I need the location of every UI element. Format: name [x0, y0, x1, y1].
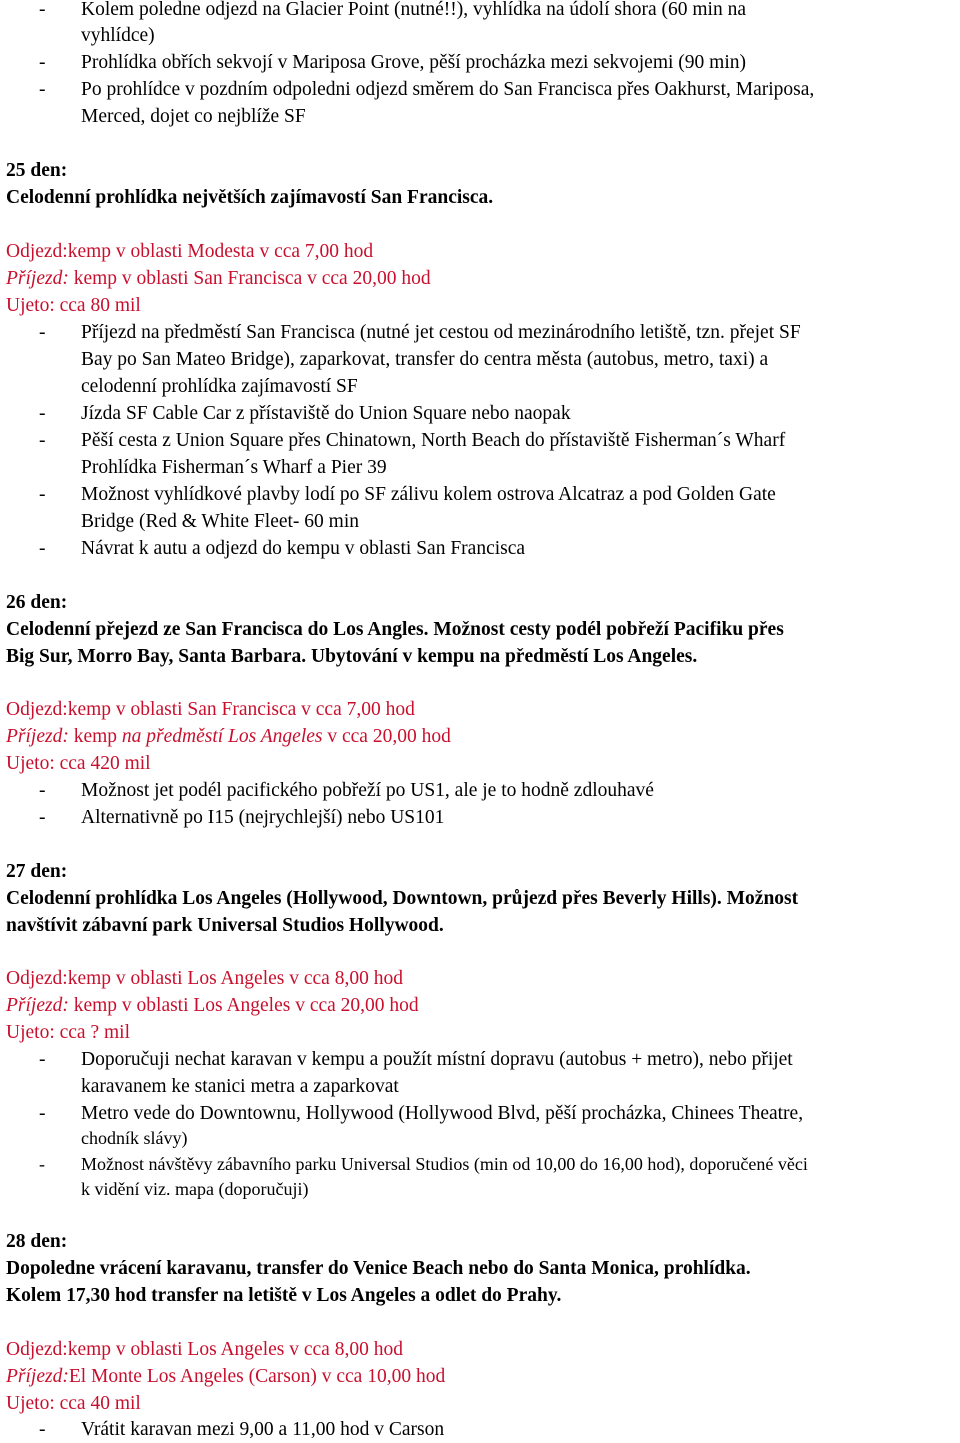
list-item-text: Vrátit karavan mezi 9,00 a 11,00 hod v Carson	[81, 1419, 445, 1440]
list-item-text: karavanem ke stanici metra a zaparkovat	[81, 1076, 399, 1097]
departure-text: kemp v oblasti San Francisca v cca 7,00 hod	[67, 699, 415, 720]
departure-line	[6, 696, 415, 723]
list-item-text: Alternativně po I15 (nejrychlejší) nebo US101	[81, 807, 445, 828]
bullet-dash: -	[39, 780, 46, 801]
list-item-text: Možnost návštěvy zábavního parku Universal Studios (min od 10,00 do 16,00 hod), doporučené věci	[81, 1154, 808, 1174]
day-heading: 26 den:	[6, 592, 68, 613]
list-item-text: Bridge (Red & White Fleet- 60 min	[81, 511, 360, 532]
bullet-dash: -	[39, 52, 46, 73]
distance-line: Ujeto: cca 80 mil	[6, 295, 141, 316]
departure-text: kemp v oblasti Los Angeles v cca 8,00 hod	[67, 968, 403, 989]
bullet-dash: -	[39, 1049, 46, 1070]
list-item-text: Merced, dojet co nejblíže SF	[81, 106, 306, 127]
arrival-label: Příjezd:	[6, 1366, 69, 1387]
list-item-text: Metro vede do Downtownu, Hollywood (Hollywood Blvd, pěší procházka, Chinees Theatre,	[81, 1103, 804, 1124]
bullet-dash: -	[39, 430, 46, 451]
distance-line: Ujeto: cca ? mil	[6, 1022, 130, 1043]
departure-label: Odjezd:	[6, 241, 68, 262]
bullet-dash: -	[39, 79, 46, 100]
departure-label: Odjezd:	[6, 968, 68, 989]
list-item-text: Možnost jet podél pacifického pobřeží po US1, ale je to hodně zdlouhavé	[81, 780, 654, 801]
list-item-text: vyhlídce)	[81, 25, 155, 46]
list-item-text: Návrat k autu a odjezd do kempu v oblasti San Francisca	[81, 538, 526, 559]
day-summary: Celodenní prohlídka největších zajímavostí San Francisca.	[6, 187, 494, 208]
departure-line	[6, 238, 373, 265]
departure-line	[6, 965, 403, 992]
list-item-text: Doporučuji nechat karavan v kempu a použít místní dopravu (autobus + metro), nebo přijet	[81, 1049, 793, 1070]
list-item-text: Jízda SF Cable Car z přístaviště do Union Square nebo naopak	[81, 403, 571, 424]
arrival-text: kemp v oblasti San Francisca v cca 20,00 hod	[68, 268, 431, 289]
bullet-dash: -	[39, 0, 46, 20]
departure-text: kemp v oblasti Modesta v cca 7,00 hod	[67, 241, 374, 262]
list-item-text: Po prohlídce v pozdním odpoledni odjezd směrem do San Francisca přes Oakhurst, Mariposa,	[81, 79, 815, 100]
list-item-text: Prohlídka Fisherman´s Wharf a Pier 39	[81, 457, 387, 478]
list-item-text: Možnost vyhlídkové plavby lodí po SF zálivu kolem ostrova Alcatraz a pod Golden Gate	[81, 484, 776, 505]
arrival-text: El Monte Los Angeles (Carson) v cca 10,00 hod	[68, 1366, 446, 1387]
arrival-text-tail: v cca 20,00 hod	[322, 726, 451, 747]
arrival-text: kemp v oblasti Los Angeles v cca 20,00 hod	[68, 995, 419, 1016]
distance-line: Ujeto: cca 40 mil	[6, 1393, 141, 1414]
arrival-line	[6, 1363, 445, 1390]
day-summary: Celodenní přejezd ze San Francisca do Los Angles. Možnost cesty podél pobřeží Pacifiku přes	[6, 619, 784, 640]
bullet-dash: -	[39, 807, 46, 828]
day-summary: Big Sur, Morro Bay, Santa Barbara. Ubytování v kempu na předměstí Los Angeles.	[6, 646, 698, 667]
list-item-text: Kolem poledne odjezd na Glacier Point (nutné!!), vyhlídka na údolí shora (60 min na	[81, 0, 746, 20]
list-item-text: Pěší cesta z Union Square přes Chinatown, North Beach do přístaviště Fisherman´s Wharf	[81, 430, 786, 451]
arrival-text-italic: na předměstí Los Angeles	[121, 726, 323, 747]
arrival-line	[6, 265, 431, 292]
bullet-dash: -	[39, 1103, 46, 1124]
day-summary: Dopoledne vrácení karavanu, transfer do Venice Beach nebo do Santa Monica, prohlídka.	[6, 1258, 751, 1279]
arrival-label: Příjezd:	[6, 268, 69, 289]
list-item-text: Příjezd na předměstí San Francisca (nutné jet cestou od mezinárodního letiště, tzn. přejet SF	[81, 322, 801, 343]
departure-label: Odjezd:	[6, 1339, 68, 1360]
list-item-text: Prohlídka obřích sekvojí v Mariposa Grove, pěší procházka mezi sekvojemi (90 min)	[81, 52, 746, 73]
bullet-dash: -	[39, 1419, 46, 1440]
list-item-text: celodenní prohlídka zajímavostí SF	[81, 376, 358, 397]
list-item-text: chodník slávy)	[81, 1128, 188, 1148]
day-heading: 25 den:	[6, 160, 68, 181]
departure-line	[6, 1336, 403, 1363]
bullet-dash: -	[39, 538, 46, 559]
arrival-label: Příjezd:	[6, 995, 69, 1016]
departure-text: kemp v oblasti Los Angeles v cca 8,00 hod	[67, 1339, 403, 1360]
day-summary: Celodenní prohlídka Los Angeles (Hollywood, Downtown, průjezd přes Beverly Hills). Možnost	[6, 888, 799, 909]
day-heading: 27 den:	[6, 861, 68, 882]
arrival-label: Příjezd:	[6, 726, 69, 747]
arrival-line	[6, 992, 419, 1019]
bullet-dash: -	[39, 484, 46, 505]
list-item-text: k vidění viz. mapa (doporučuji)	[81, 1179, 309, 1199]
day-heading: 28 den:	[6, 1231, 68, 1252]
arrival-text: kemp	[68, 726, 122, 747]
day-summary: Kolem 17,30 hod transfer na letiště v Los Angeles a odlet do Prahy.	[6, 1285, 562, 1306]
distance-line: Ujeto: cca 420 mil	[6, 753, 151, 774]
list-item-text: Bay po San Mateo Bridge), zaparkovat, transfer do centra města (autobus, metro, taxi) a	[81, 349, 769, 370]
bullet-dash: -	[39, 322, 46, 343]
bullet-dash: -	[39, 403, 46, 424]
departure-label: Odjezd:	[6, 699, 68, 720]
day-summary: navštívit zábavní park Universal Studios Hollywood.	[6, 915, 444, 936]
bullet-dash: -	[39, 1154, 45, 1174]
arrival-line	[6, 723, 451, 750]
